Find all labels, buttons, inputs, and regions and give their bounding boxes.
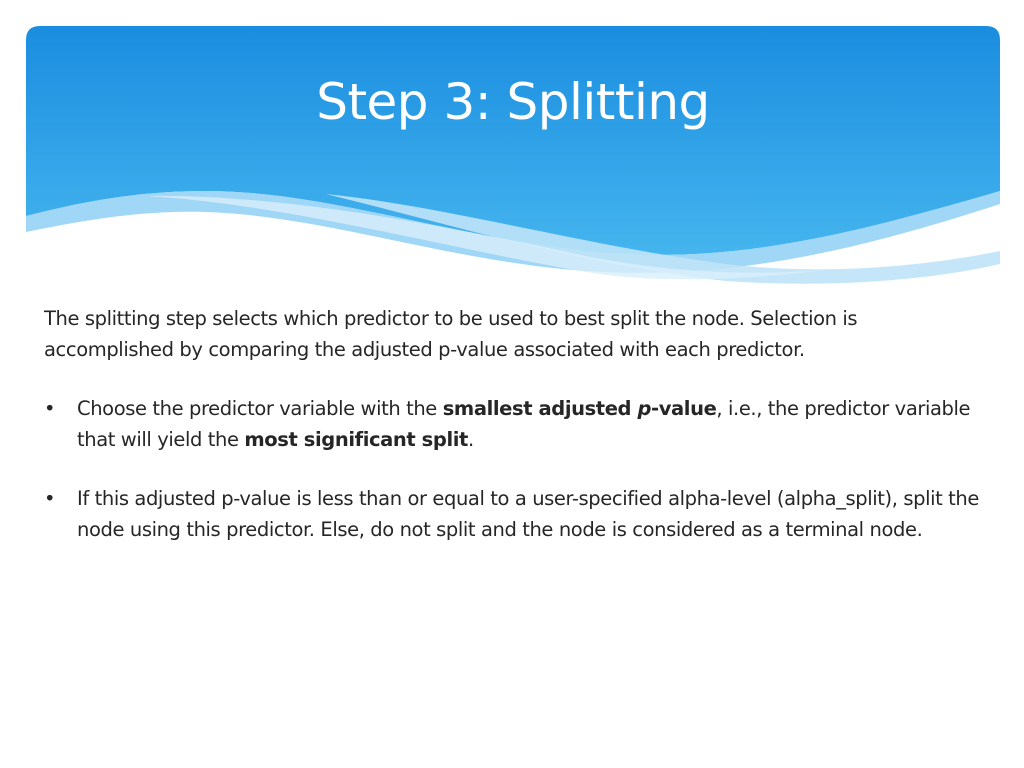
slide-body xyxy=(44,303,984,573)
bullet-emphasis: most significant split xyxy=(244,428,468,451)
bullet-item xyxy=(44,483,984,545)
bullet-text: , i.e., the predictor variable that will yield the xyxy=(77,397,971,451)
bullet-item xyxy=(44,393,984,455)
bullet-text: If this adjusted p-value is less than or equal to a user-specified alpha-level (alpha_split), split the node using this predictor. Else, do not split and the node is considered as a terminal node. xyxy=(77,487,979,541)
header-wave-graphic xyxy=(26,26,1000,288)
bullet-marker: • xyxy=(44,397,56,420)
bullet-emphasis xyxy=(443,397,717,420)
header-banner xyxy=(26,26,1000,288)
bullet-list xyxy=(44,393,984,545)
bullet-emphasis-text-end: -value xyxy=(651,397,717,420)
bullet-emphasis-italic: p xyxy=(637,397,652,420)
bullet-emphasis-text: smallest adjusted xyxy=(442,397,638,420)
slide-title: Step 3: Splitting xyxy=(316,73,710,131)
bullet-text: . xyxy=(467,428,474,451)
intro-paragraph: The splitting step selects which predictor to be used to best split the node. Selection is accomplished by comparing the adjusted p-value associated with each predictor. xyxy=(44,307,858,361)
bullet-text: Choose the predictor variable with the xyxy=(77,397,443,420)
bullet-marker: • xyxy=(44,487,56,510)
